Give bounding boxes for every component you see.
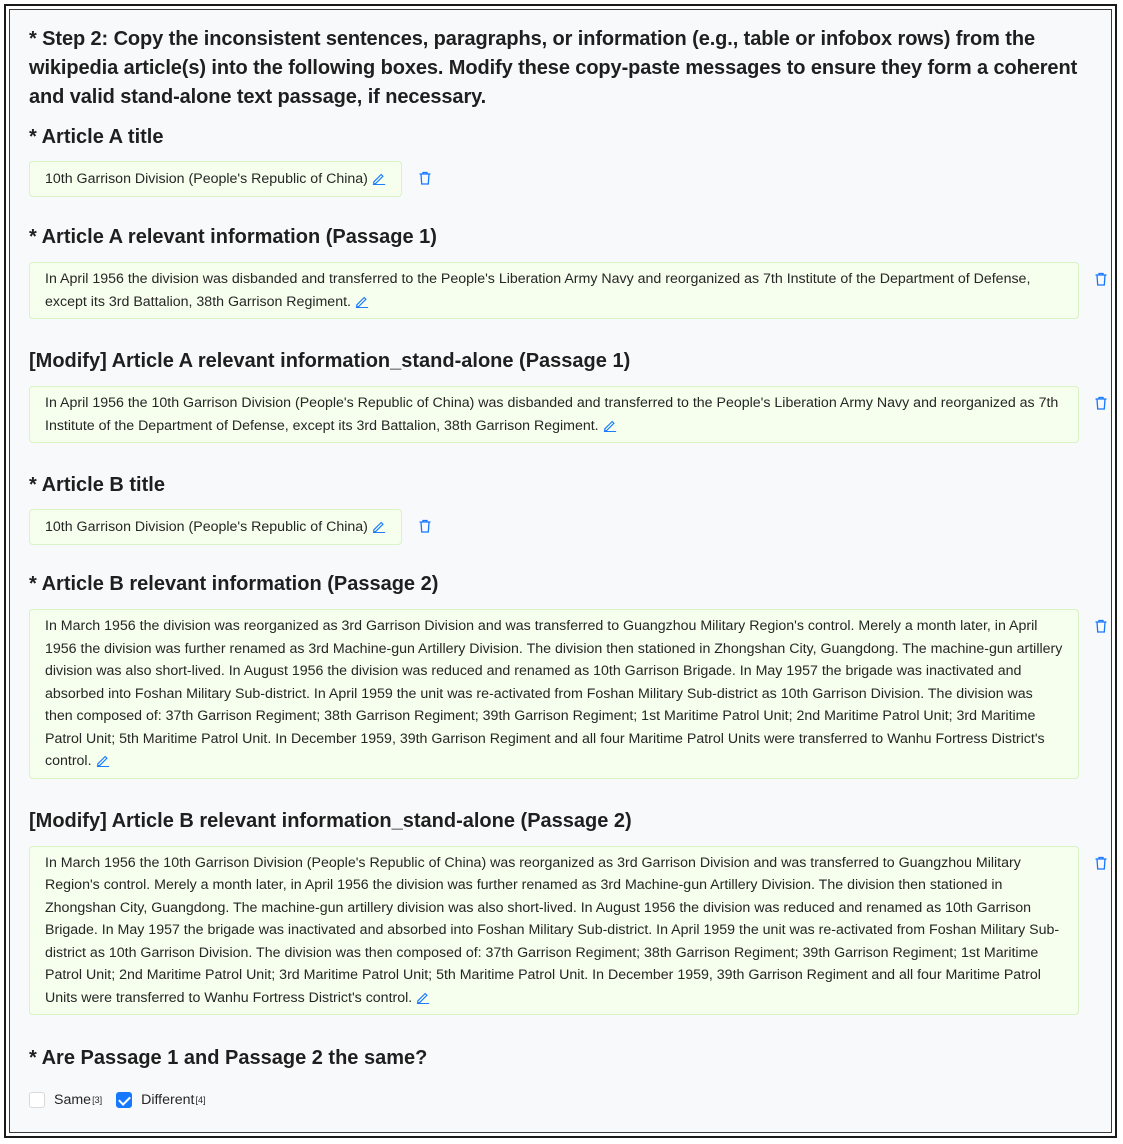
edit-pencil-icon[interactable]: [355, 294, 369, 308]
different-checkbox[interactable]: [116, 1092, 132, 1108]
article-b-info-row: [29, 609, 1109, 779]
article-b-modified-field[interactable]: [29, 846, 1079, 1016]
same-options: [29, 1092, 1109, 1108]
article-a-title-field[interactable]: [29, 161, 402, 197]
option-same[interactable]: [29, 1092, 102, 1108]
step-instructions: * Step 2: Copy the inconsistent sentences, paragraphs, or information (e.g., table or infobox rows) from the wikipedia article(s) into the following boxes. Modify these copy-paste messages to ensure they form a coherent and valid stand-alone text passage, if necessary.: [29, 28, 1078, 108]
same-question-label: * Are Passage 1 and Passage 2 the same?: [29, 1047, 428, 1069]
article-a-title-text: 10th Garrison Division (People's Republic of China): [45, 171, 368, 187]
article-b-info-label: * Article B relevant information (Passage 2): [29, 573, 439, 595]
trash-icon[interactable]: [1093, 395, 1109, 411]
trash-icon[interactable]: [417, 518, 433, 534]
trash-icon[interactable]: [1093, 271, 1109, 287]
article-b-title-text: 10th Garrison Division (People's Republic of China): [45, 519, 368, 535]
article-b-modified-label: [Modify] Article B relevant information_stand-alone (Passage 2): [29, 809, 632, 832]
page-frame: [4, 4, 1117, 1138]
article-a-title-label: * Article A title: [29, 126, 164, 148]
edit-pencil-icon[interactable]: [416, 990, 430, 1004]
article-b-info-field[interactable]: [29, 609, 1079, 779]
article-b-title-label: * Article B title: [29, 474, 165, 496]
option-same-ref: [3]: [92, 1095, 103, 1105]
trash-icon[interactable]: [1093, 618, 1109, 634]
form-panel: [9, 9, 1112, 1133]
article-b-modified-row: [29, 846, 1109, 1016]
article-b-modified-text: In March 1956 the 10th Garrison Division (People's Republic of China) was reorganized as 3rd Garrison Division and was transferred to Guangzhou Military Region's control. Merely a month later, in April 1956 the division was further renamed as 3rd Machine-gun Artillery Division. The division then stationed in Zhongshan City, Guangdong. The machine-gun artillery division was also short-lived. In August 1956 the division was reduced and renamed as 10th Garrison Brigade. In May 1957 the brigade was inactivated and absorbed into Foshan Military Sub-district. In April 1959 the unit was re-activated from Foshan Military Sub-district as 10th Garrison Division. The division was then composed of: 37th Garrison Regiment; 38th Garrison Regiment; 39th Garrison Regiment; 1st Maritime Patrol Unit; 2nd Maritime Patrol Unit; 3rd Maritime Patrol Unit; 5th Maritime Patrol Unit. In December 1959, 39th Garrison Regiment and all four Maritime Patrol Units were transferred to Wanhu Fortress District's control.: [45, 854, 1060, 1006]
article-a-modified-text: In April 1956 the 10th Garrison Division (People's Republic of China) was disbanded and transferred to the People's Liberation Army Navy and reorganized as 7th Institute of the Department of Defense, except its 3rd Battalion, 38th Garrison Regiment.: [45, 395, 1059, 434]
article-a-modified-field[interactable]: [29, 386, 1079, 443]
step-2-form: [29, 25, 1109, 1108]
trash-icon[interactable]: [417, 170, 433, 186]
article-a-title-row: [29, 161, 1109, 197]
option-different[interactable]: [116, 1092, 205, 1108]
article-b-title-row: [29, 509, 1109, 545]
option-different-ref: [4]: [195, 1095, 206, 1105]
same-checkbox[interactable]: [29, 1092, 45, 1108]
article-a-info-text: In April 1956 the division was disbanded and transferred to the People's Liberation Army Navy and reorganized as 7th Institute of the Department of Defense, except its 3rd Battalion, 38th Garrison Regiment.: [45, 271, 1031, 310]
option-same-label: Same: [54, 1092, 92, 1108]
edit-pencil-icon[interactable]: [372, 519, 386, 533]
article-a-info-field[interactable]: [29, 262, 1079, 319]
article-a-modified-label: [Modify] Article A relevant information_stand-alone (Passage 1): [29, 350, 631, 372]
edit-pencil-icon[interactable]: [372, 171, 386, 185]
trash-icon[interactable]: [1093, 855, 1109, 871]
article-b-title-field[interactable]: [29, 509, 402, 545]
edit-pencil-icon[interactable]: [603, 418, 617, 432]
option-different-label: Different: [141, 1092, 195, 1108]
edit-pencil-icon[interactable]: [96, 753, 110, 767]
article-a-info-row: [29, 262, 1109, 319]
article-a-modified-row: [29, 386, 1109, 443]
article-b-info-text: In March 1956 the division was reorganized as 3rd Garrison Division and was transferred to Guangzhou Military Region's control. Merely a month later, in April 1956 the division was further renamed as 3rd Machine-gun Artillery Division. The division then stationed in Zhongshan City, Guangdong. The machine-gun artillery division was also short-lived. In August 1956 the division was reduced and renamed as 10th Garrison Brigade. In May 1957 the brigade was inactivated and absorbed into Foshan Military Sub-district. In April 1959 the unit was re-activated from Foshan Military Sub-district as 10th Garrison Division. The division was then composed of: 37th Garrison Regiment; 38th Garrison Regiment; 39th Garrison Regiment; 1st Maritime Patrol Unit; 2nd Maritime Patrol Unit; 3rd Maritime Patrol Unit; 5th Maritime Patrol Unit. In December 1959, 39th Garrison Regiment and all four Maritime Patrol Units were transferred to Wanhu Fortress District's control.: [45, 618, 1063, 769]
article-a-info-label: * Article A relevant information (Passage 1): [29, 226, 437, 248]
